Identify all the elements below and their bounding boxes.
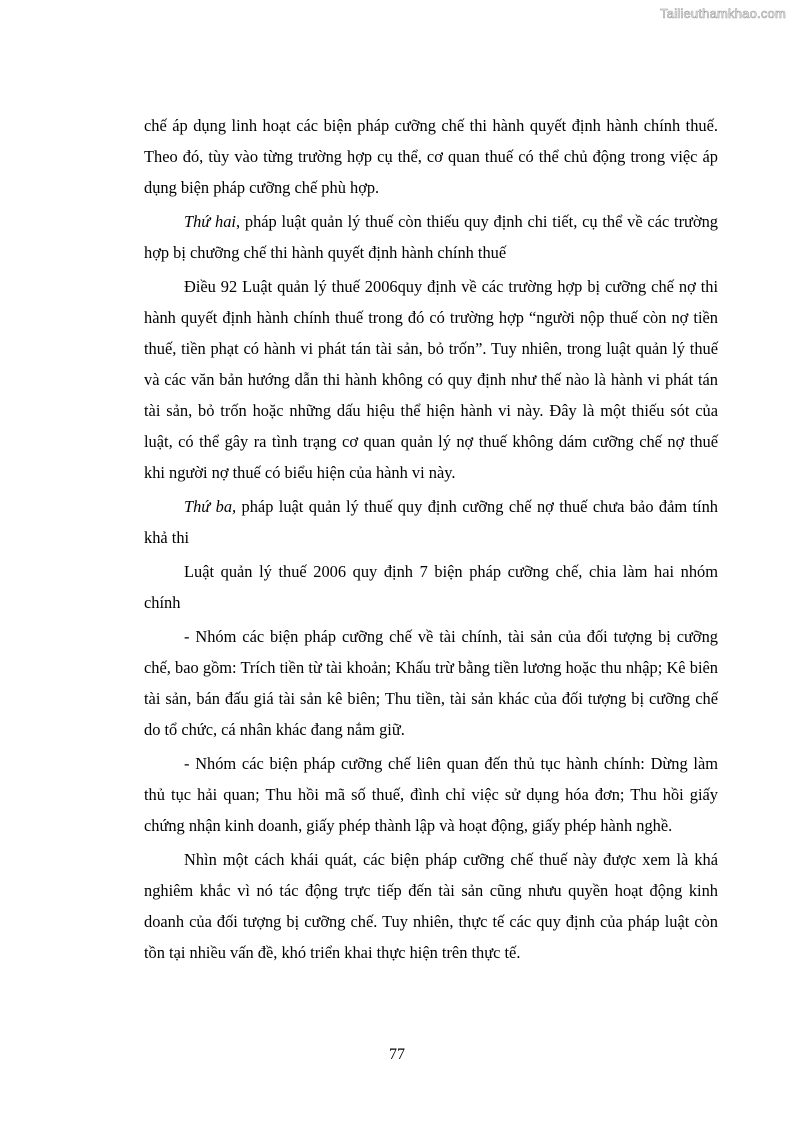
paragraph-7 xyxy=(144,748,718,841)
paragraph-text: Luật quản lý thuế 2006 quy định 7 biện pháp cưỡng chế, chia làm hai nhóm chính xyxy=(144,562,718,612)
document-body xyxy=(144,110,718,971)
paragraph-6 xyxy=(144,621,718,745)
paragraph-text: , pháp luật quản lý thuế còn thiếu quy định chi tiết, cụ thể về các trường hợp bị chưỡng chế thi hành quyết định hành chính thuế xyxy=(144,212,718,262)
paragraph-text: chế áp dụng linh hoạt các biện pháp cưỡng chế thi hành quyết định hành chính thuế. Theo đó, tùy vào từng trường hợp cụ thể, cơ quan thuế có thể chủ động trong việc áp dụng biện pháp cưỡng chế phù hợp. xyxy=(144,116,718,197)
paragraph-text: - Nhóm các biện pháp cưỡng chế liên quan đến thủ tục hành chính: Dừng làm thủ tục hải quan; Thu hồi mã số thuế, đình chỉ việc sử dụng hóa đơn; Thu hồi giấy chứng nhận kinh doanh, giấy phép thành lập và hoạt động, giấy phép hành nghề. xyxy=(144,754,718,835)
paragraph-5 xyxy=(144,556,718,618)
paragraph-lead: Thứ ba, xyxy=(184,497,237,516)
paragraph-3 xyxy=(144,271,718,488)
paragraph-4 xyxy=(144,491,718,553)
paragraph-lead: Thứ hai xyxy=(184,212,236,231)
paragraph-text: pháp luật quản lý thuế quy định cưỡng chế nợ thuế chưa bảo đảm tính khả thi xyxy=(144,497,719,547)
paragraph-text: Nhìn một cách khái quát, các biện pháp cưỡng chế thuế này được xem là khá nghiêm khắc vì nó tác động trực tiếp đến tài sản cũng nhưu quyền hoạt động kinh doanh của đối tượng bị cưỡng chế. Tuy nhiên, thực tế các quy định của pháp luật còn tồn tại nhiều vấn đề, khó triển khai thực hiện trên thực tế. xyxy=(144,850,718,962)
paragraph-8 xyxy=(144,844,718,968)
paragraph-2 xyxy=(144,206,718,268)
watermark: Tailieuthamkhao.com xyxy=(660,6,786,21)
page-number: 77 xyxy=(389,1046,405,1063)
paragraph-1 xyxy=(144,110,718,203)
paragraph-text: Điều 92 Luật quản lý thuế 2006quy định về các trường hợp bị cưỡng chế nợ thi hành quyết định hành chính thuế trong đó có trường hợp “người nộp thuế còn nợ tiền thuế, tiền phạt có hành vi phát tán tài sản, bỏ trốn”. Tuy nhiên, trong luật quản lý thuế và các văn bản hướng dẫn thi hành không có quy định như thế nào là hành vi phát tán tài sản, bỏ trốn hoặc những dấu hiệu thể hiện hành vi này. Đây là một thiếu sót của luật, có thể gây ra tình trạng cơ quan quản lý nợ thuế không dám cưỡng chế nợ thuế khi người nợ thuế có biểu hiện của hành vi này. xyxy=(144,277,718,482)
paragraph-text: - Nhóm các biện pháp cưỡng chế về tài chính, tài sản của đối tượng bị cưỡng chế, bao gồm: Trích tiền từ tài khoản; Khấu trừ bằng tiền lương hoặc thu nhập; Kê biên tài sản, bán đấu giá tài sản kê biên; Thu tiền, tài sản khác của đối tượng bị cưỡng chế do tổ chức, cá nhân khác đang nắm giữ. xyxy=(144,627,718,739)
